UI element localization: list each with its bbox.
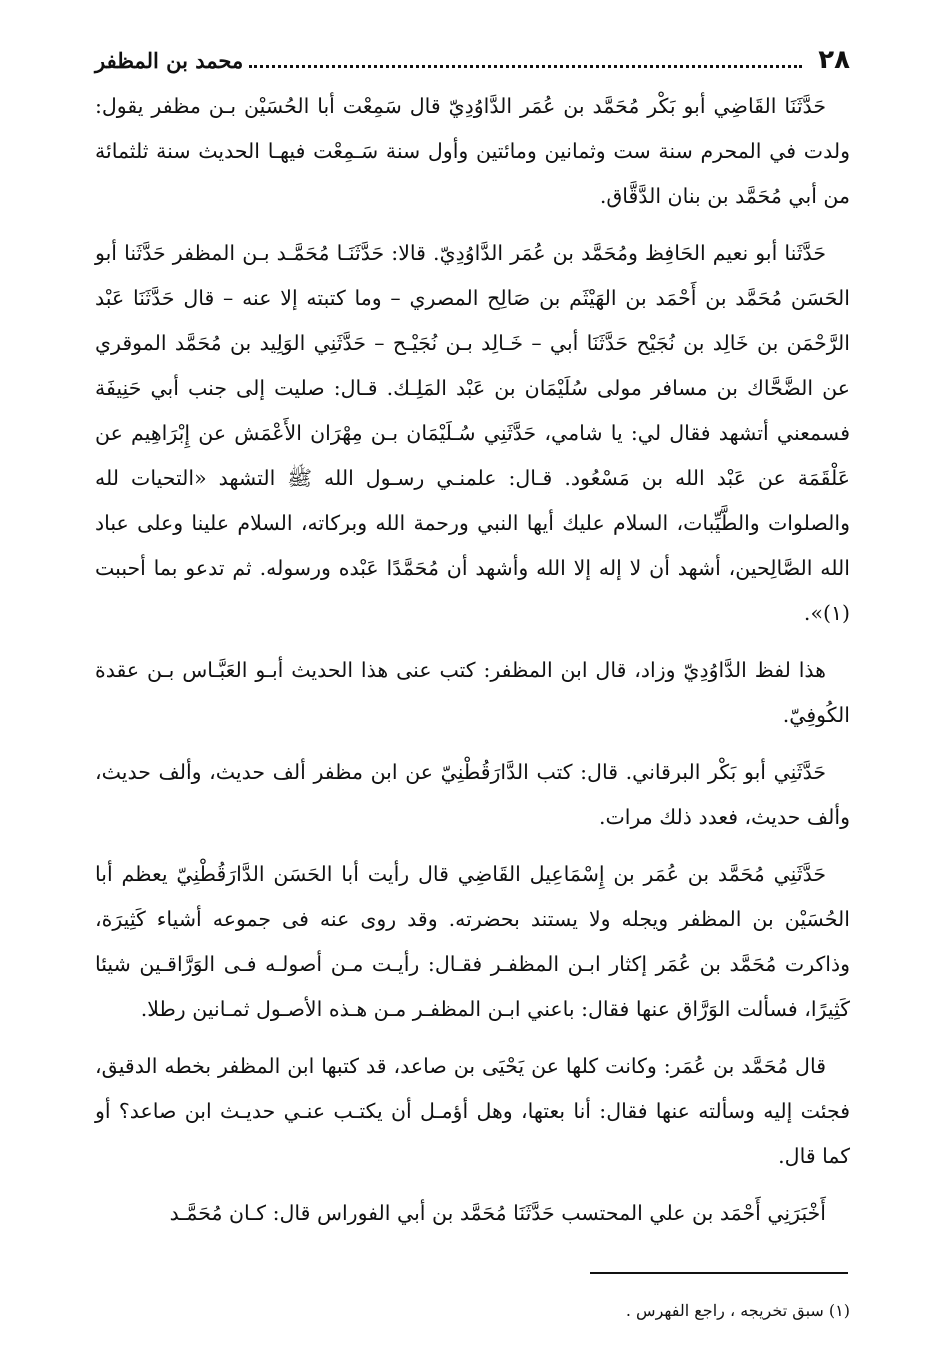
body-text xyxy=(95,84,850,1236)
paragraph-2: حَدَّثَنا أبو نعيم الحَافِظ ومُحَمَّد بن عُمَر الدَّاوُدِيّ. قالا: حَدَّثَنَـا مُحَمَّـد بـن المظفر حَدَّثَنا أبو الحَسَن مُحَمَّد بن أَحْمَد بن الهَيْثَم بن صَالِح المصري – وما كتبته إلا عنه – قال حَدَّثَنَا عَبْد الرَّحْمَن بن خَالِد بن نُجَيْح حَدَّثَنَا أبي – خَـالِد بـن نُجَيْـح – حَدَّثَنِي الوَلِيد بن مُحَمَّد الموقري عن الضَّحَّاك بن مسافر مولى سُلَيْمَان بن عَبْد المَلِـك. قـال: صليت إلى جنب أبي حَنِيفَة فسمعني أتشهد فقال لي: يا شامي، حَدَّثَنِي سُـلَيْمَان بـن مِهْرَان الأَعْمَش عن إِبْرَاهِيم عن عَلْقَمَة عن عَبْد الله بن مَسْعُود. قـال: علمنـي رسـول الله ﷺ التشهد «التحيات لله والصلوات والطَّيِّبات، السلام عليك أيها النبي ورحمة الله وبركاته، السلام علينا وعلى عباد الله الصَّالِحين، أشهد أن لا إله إلا الله وأشهد أن مُحَمَّدًا عَبْده ورسوله. ثم تدعو بما أحببت (١)». xyxy=(95,241,850,625)
running-title: محمد بن المظفر xyxy=(95,47,244,73)
page-number: ٢٨ xyxy=(818,45,850,75)
running-header xyxy=(95,40,850,80)
paragraph-4: حَدَّثَنِي أبو بَكْر البرقاني. قال: كتب الدَّارَقُطْنِيّ عن ابن مظفر ألف حديث، وألف حديث، وألف حديث، فعدد ذلك مرات. xyxy=(95,760,850,829)
dotted-leader xyxy=(249,53,802,68)
paragraph-7: أَخْبَرَنِي أَحْمَد بن علي المحتسب حَدَّثَنَا مُحَمَّد بن أبي الفوراس قال: كـان مُحَمَّـد xyxy=(169,1201,826,1225)
paragraph-3: هذا لفظ الدَّاوُدِيّ وزاد، قال ابن المظفر: كتب عنى هذا الحديث أبـو العَبَّـاس بـن عقدة الكُوفِيّ. xyxy=(95,658,850,727)
paragraph-6: قال مُحَمَّد بن عُمَر: وكانت كلها عن يَحْيَى بن صاعد، قد كتبها ابن المظفر بخطه الدقيق، فجئت إليه وسألته عنها فقال: أنا بعتها، وهل أؤمـل أن يكتـب عنـي حديـث ابن صاعد؟ أو كما قال. xyxy=(95,1054,850,1168)
footnote: (١) سبق تخريجه ، راجع الفهرس . xyxy=(625,1301,850,1320)
book-page xyxy=(95,40,850,1248)
paragraph-1: حَدَّثَنَا القَاضِي أبو بَكْر مُحَمَّد بن عُمَر الدَّاوُدِيّ قال سَمِعْت أبا الحُسَيْن بـن مظفر يقول: ولدت في المحرم سنة ست وثمانين ومائتين وأول سنة سَـمِعْت فيهـا الحديث سنة ثلثمائة من أبي مُحَمَّد بن بنان الدَّقَّاق. xyxy=(95,94,850,208)
footnote-divider xyxy=(590,1272,848,1274)
paragraph-5: حَدَّثَنِي مُحَمَّد بن عُمَر بن إِسْمَاعِيل القَاضِي قال رأيت أبا الحَسَن الدَّارَقُطْنِيّ يعظم أبا الحُسَيْن بن المظفر ويجله ولا يستند بحضرته. وقد روى عنه فى جموعه أشياء كَثِيرَة، وذاكرت مُحَمَّد بن عُمَر إكثار ابـن المظفـر فقـال: رأيـت مـن أصولـه فـى الوَرَّاقـين شيئا كَثِيرًا، فسألت الوَرَّاق عنها فقال: باعني ابـن المظفـر مـن هـذه الأصـول ثمـانين رطلا. xyxy=(95,862,850,1021)
